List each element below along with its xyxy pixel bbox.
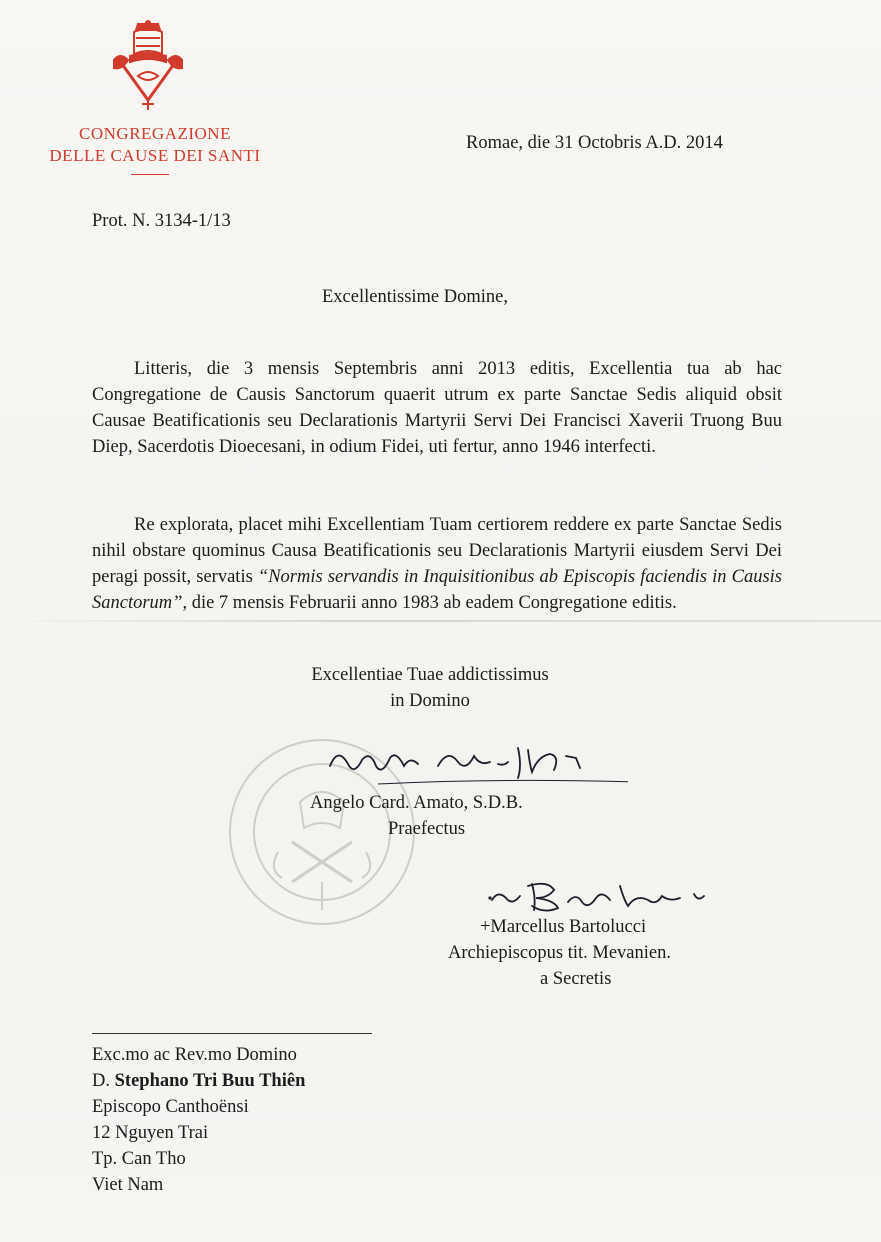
recipient-name: Stephano Tri Buu Thiên xyxy=(114,1071,306,1091)
signatory1-title: Praefectus xyxy=(388,819,466,839)
signature-amato xyxy=(318,736,628,786)
recipient-line5: Tp. Can Tho xyxy=(92,1149,186,1169)
signatory2-name: +Marcellus Bartolucci xyxy=(480,917,647,937)
recipient-line4: 12 Nguyen Trai xyxy=(92,1123,209,1143)
signature-bartolucci xyxy=(484,872,744,918)
signatory2-title: Archiepiscopus tit. Mevanien. xyxy=(448,943,671,963)
salutation: Excellentissime Domine, xyxy=(322,287,508,307)
signatory1-name: Angelo Card. Amato, S.D.B. xyxy=(310,793,523,813)
recipient-line3: Episcopo Canthoënsi xyxy=(92,1097,249,1117)
place-date: Romae, die 31 Octobris A.D. 2014 xyxy=(466,133,723,153)
closing-line1: Excellentiae Tuae addictissimus xyxy=(311,665,549,685)
paper-fold xyxy=(0,620,881,622)
recipient-line6: Viet Nam xyxy=(92,1175,164,1195)
recipient-divider xyxy=(92,1033,372,1034)
recipient-line1: Exc.mo ac Rev.mo Domino xyxy=(92,1045,297,1065)
signatory2-role: a Secretis xyxy=(540,969,612,989)
paragraph-1-text: Litteris, die 3 mensis Septembris anni 2013 editis, Excellentia tua ab hac Congregatione de Causis Sanctorum quaerit utrum ex parte Sanctae Sedis aliquid obsit Causae Beatificationis seu Declarationis Martyrii Servi Dei Francisci Xaverii Truong Buu Diep, Sacerdotis Dioecesani, in odium Fidei, uti fertur, anno 1946 interfecti. xyxy=(92,359,782,457)
closing-line2: in Domino xyxy=(390,691,470,711)
org-divider xyxy=(131,174,169,175)
org-name-line1: CONGREGAZIONE xyxy=(79,124,231,143)
paragraph-2-italic: “Normis servandis in Inquisitionibus ab Episcopis faciendis in Causis Sanctorum” xyxy=(92,567,782,613)
body-paragraph-1 xyxy=(92,356,782,460)
org-name-line2: DELLE CAUSE DEI SANTI xyxy=(49,146,261,165)
paragraph-2-text xyxy=(92,512,782,616)
paragraph-2-part3: , die 7 mensis Februarii anno 1983 ab eadem Congregatione editis. xyxy=(182,593,677,613)
recipient-prefix: D. xyxy=(92,1071,115,1091)
body-paragraph-2 xyxy=(92,512,782,616)
paragraph-2-part1: Re explorata, placet mihi Excellentiam Tuam certiorem reddere ex parte Sanctae Sedis nihil obstare quominus Causa Beatificationis seu Declarationis Martyrii eiusdem Servi Dei peragi possit, servatis xyxy=(92,515,782,587)
protocol-number: Prot. N. 3134-1/13 xyxy=(92,211,231,231)
papal-crest-icon xyxy=(108,20,188,112)
recipient-line2 xyxy=(92,1068,305,1094)
